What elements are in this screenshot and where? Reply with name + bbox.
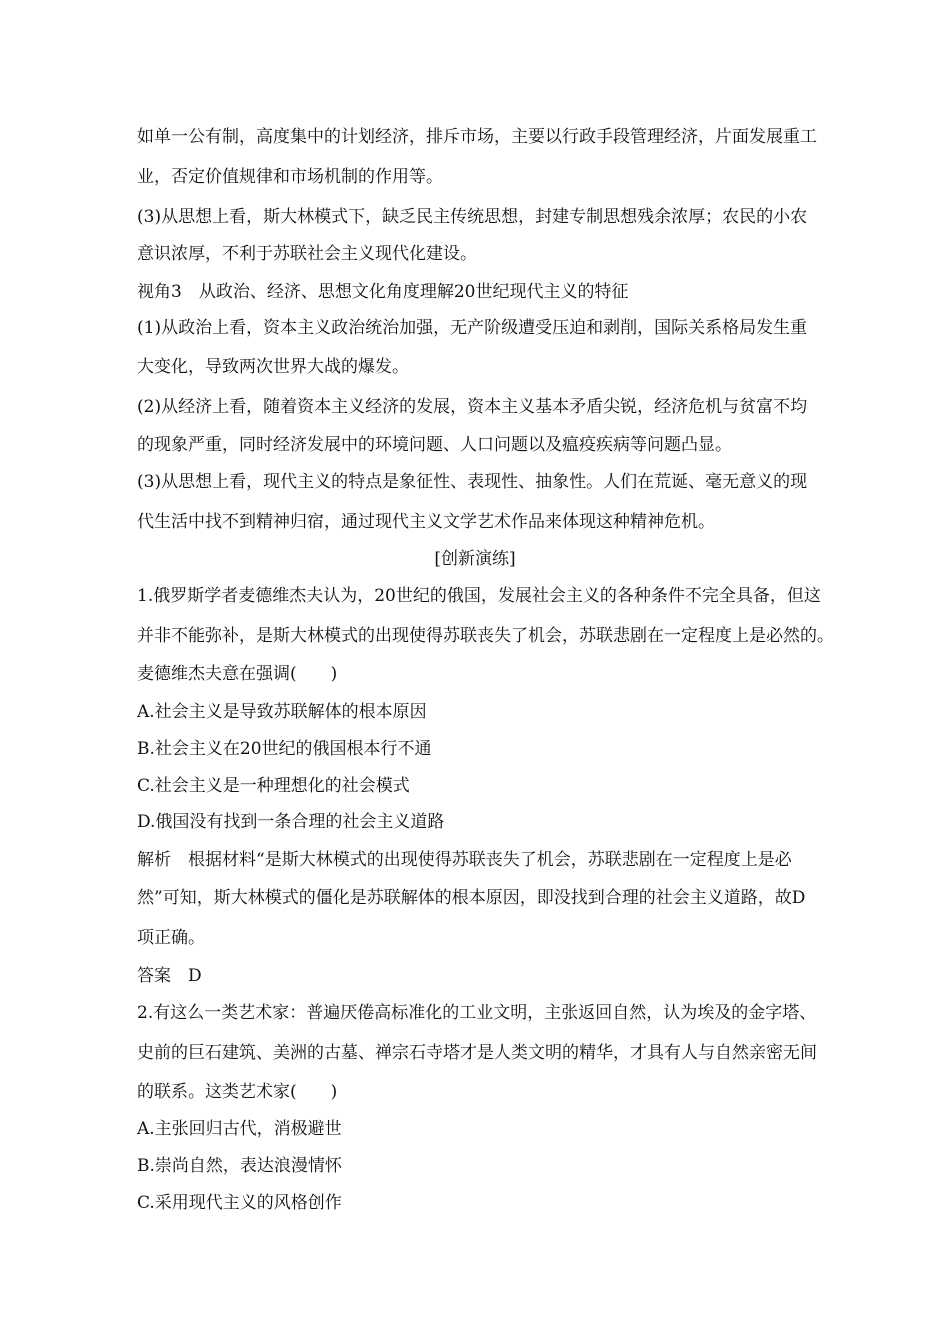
paragraph-line: (2)从经济上看，随着资本主义经济的发展，资本主义基本矛盾尖锐，经济危机与贫富不均 — [137, 397, 808, 417]
paragraph-line: 代生活中找不到精神归宿，通过现代主义文学艺术作品来体现这种精神危机。 — [137, 512, 715, 532]
option-a: A.主张回归古代，消极避世 — [137, 1119, 342, 1139]
paragraph-line: 的现象严重，同时经济发展中的环境问题、人口问题以及瘟疫疾病等问题凸显。 — [137, 435, 732, 455]
paragraph-line: (3)从思想上看，现代主义的特点是象征性、表现性、抽象性。人们在荒诞、毫无意义的现 — [137, 472, 808, 492]
question-line: 麦德维杰夫意在强调( ) — [137, 664, 338, 684]
paragraph-line: 大变化，导致两次世界大战的爆发。 — [137, 357, 409, 377]
question-line: 1.俄罗斯学者麦德维杰夫认为，20世纪的俄国，发展社会主义的各种条件不完全具备，但这 — [137, 586, 821, 606]
answer-line: 答案 D — [137, 966, 202, 986]
paragraph-line: 意识浓厚，不利于苏联社会主义现代化建设。 — [137, 244, 477, 264]
option-c: C.采用现代主义的风格创作 — [137, 1193, 342, 1213]
question-line: 并非不能弥补，是斯大林模式的出现使得苏联丧失了机会，苏联悲剧在一定程度上是必然的。 — [137, 626, 834, 646]
option-b: B.崇尚自然，表达浪漫情怀 — [137, 1156, 342, 1176]
section-heading: 视角3 从政治、经济、思想文化角度理解20世纪现代主义的特征 — [137, 282, 629, 302]
question-line: 的联系。这类艺术家( ) — [137, 1082, 338, 1102]
paragraph-line: 如单一公有制，高度集中的计划经济，排斥市场，主要以行政手段管理经济，片面发展重工 — [137, 127, 817, 147]
option-a: A.社会主义是导致苏联解体的根本原因 — [137, 702, 427, 722]
paragraph-line: (3)从思想上看，斯大林模式下，缺乏民主传统思想，封建专制思想残余浓厚；农民的小农 — [137, 207, 808, 227]
question-line: 史前的巨石建筑、美洲的古墓、禅宗石寺塔才是人类文明的精华，才具有人与自然亲密无间 — [137, 1043, 817, 1063]
question-line: 2.有这么一类艺术家：普遍厌倦高标准化的工业文明，主张返回自然，认为埃及的金字塔、 — [137, 1003, 817, 1023]
option-c: C.社会主义是一种理想化的社会模式 — [137, 776, 410, 796]
option-d: D.俄国没有找到一条合理的社会主义道路 — [137, 812, 445, 832]
analysis-line: 解析 根据材料“是斯大林模式的出现使得苏联丧失了机会，苏联悲剧在一定程度上是必 — [137, 850, 792, 870]
option-b: B.社会主义在20世纪的俄国根本行不通 — [137, 739, 432, 759]
analysis-line: 然”可知，斯大林模式的僵化是苏联解体的根本原因，即没找到合理的社会主义道路，故D — [137, 888, 806, 908]
analysis-line: 项正确。 — [137, 928, 205, 948]
paragraph-line: 业，否定价值规律和市场机制的作用等。 — [137, 167, 443, 187]
paragraph-line: (1)从政治上看，资本主义政治统治加强，无产阶级遭受压迫和剥削，国际关系格局发生重 — [137, 318, 808, 338]
section-title: [创新演练] — [434, 549, 516, 569]
